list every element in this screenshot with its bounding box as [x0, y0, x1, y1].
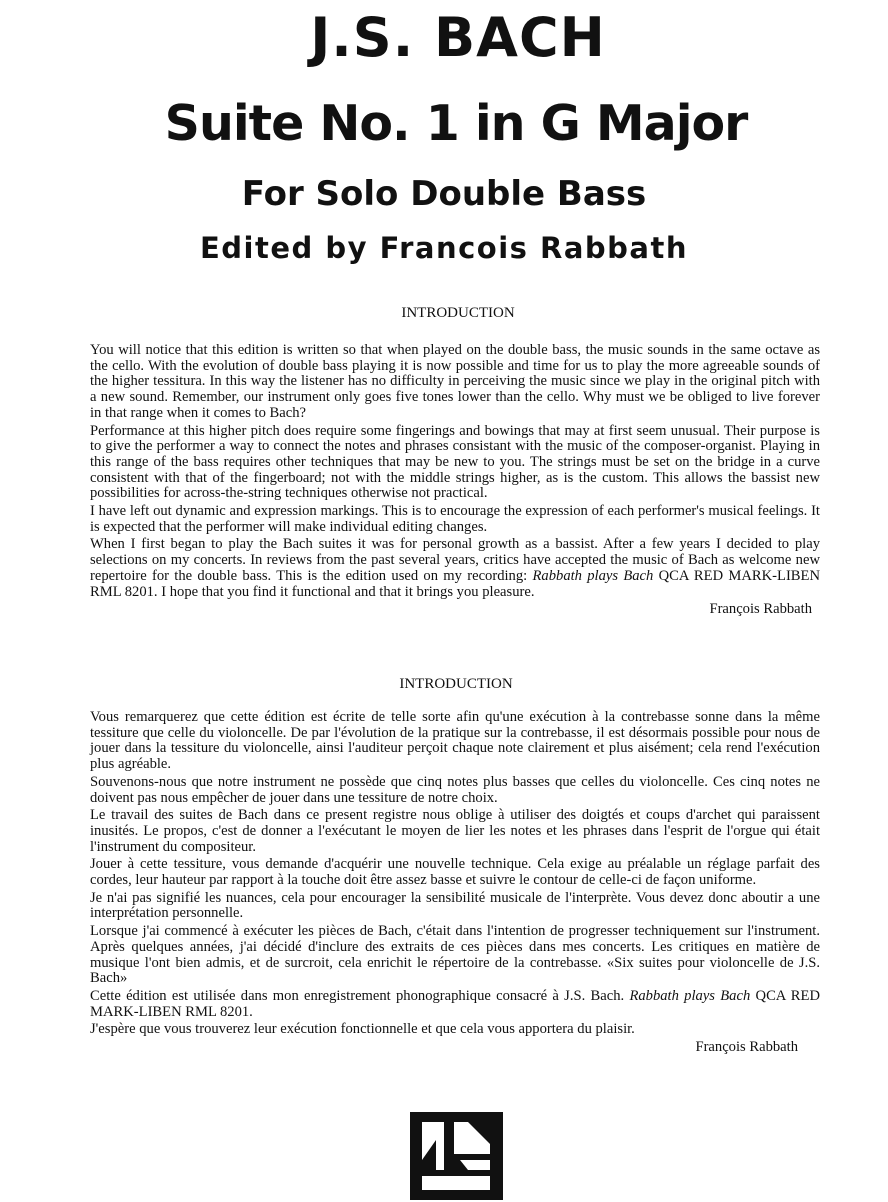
english-introduction-heading: INTRODUCTION: [401, 305, 515, 321]
composer-name: J.S. BACH: [310, 6, 606, 69]
french-paragraph-7: [90, 989, 820, 1020]
english-paragraph-4-text: When I first began to play the Bach suites it was for personal growth as a bassist. After a few years I decided to play selections on my concerts. In reviews from the past several years, critics have accepted the music of Bach as welcome new repertoire for the double bass. This is the edition used on my recording:: [90, 536, 820, 584]
french-paragraph-6: Lorsque j'ai commencé à exécuter les pièces de Bach, c'était dans l'intention de progresser techniquement sur l'instrument. Après quelques années, j'ai décidé d'inclure des extraits de ces pièces dans mes concerts. Les critiques en matière de musique l'ont bien admis, et de surcroit, cela enrichit le répertoire de la contrebasse. «Six suites pour violoncelle de J.S. Bach»: [90, 923, 820, 987]
english-paragraph-4: [90, 537, 820, 600]
english-signature: François Rabbath: [709, 601, 812, 618]
french-paragraph-3: Le travail des suites de Bach dans ce present registre nous oblige à utiliser des doigtés et coups d'archet qui paraissent inusités. Le propos, c'est de donner a l'exécutant le moyen de lier les notes et les phrases dans l'esprit de l'orgue qui était l'instrument du compositeur.: [90, 807, 820, 855]
french-paragraph-1: Vous remarquerez que cette édition est écrite de telle sorte afin qu'une exécution à la contrebasse sonne dans la même tessiture que celle du violoncelle. De par l'évolution de la pratique sur la contrebasse, il est désormais possible pour nous de jouer dans la tessiture du violoncelle, ainsi l'auditeur perçoit chaque note clairement et plus aisément; cela rend l'exécution plus agréable.: [90, 709, 820, 773]
english-paragraph-3: I have left out dynamic and expression markings. This is to encourage the expression of each performer's musical feelings. It is expected that the performer will make individual editing changes.: [90, 503, 820, 535]
french-introduction: [90, 710, 820, 1056]
album-title: Rabbath plays Bach: [532, 567, 654, 584]
english-paragraph-4-end: QCA RED MARK-LIBEN RML 8201. I hope that you find it functional and that it brings you pleasure.: [90, 567, 820, 600]
french-paragraph-7-text: Cette édition est utilisée dans mon enregistrement phonographique consacré à J.S. Bach.: [90, 987, 625, 1004]
french-signature: François Rabbath: [695, 1039, 798, 1056]
french-paragraph-2: Souvenons-nous que notre instrument ne possède que cinq notes plus basses que celles du violoncelle. Ces cinq notes ne doivent pas nous empêcher de jouer dans une tessiture de notre choix.: [90, 773, 820, 806]
instrument-subtitle: For Solo Double Bass: [241, 174, 647, 214]
french-paragraph-8: J'espère que vous trouverez leur exécution fonctionnelle et que cela vous apportera du plaisir.: [90, 1021, 635, 1038]
work-title: Suite No. 1 in G Major: [164, 95, 748, 152]
french-paragraph-7-end: QCA RED MARK-LIBEN RML 8201.: [90, 987, 820, 1020]
english-paragraph-1: You will notice that this edition is written so that when played on the double bass, the music sounds in the same octave as the cello. With the evolution of double bass playing it is now possible and time for us to play the more agreeable sounds of the higher tessitura. In this way the listener has no difficulty in perceiving the music since we play in the original pitch with a new sound. Remember, our instrument only goes five tones lower than the cello. Why must we be obliged to live forever in that range when it comes to Bach?: [90, 342, 820, 421]
french-paragraph-5: Je n'ai pas signifié les nuances, cela pour encourager la sensibilité musicale de l'interprète. Vous devez donc aboutir a une interprétation personnelle.: [90, 889, 820, 922]
album-title-fr: Rabbath plays Bach: [629, 987, 751, 1004]
english-paragraph-2: Performance at this higher pitch does require some fingerings and bowings that may at first seem unusual. Their purpose is to give the performer a way to connect the notes and phrases consistant with the music of the composer-organist. Playing in this range of the bass requires other techniques that may be new to you. The strings must be set on the bridge in a curve consistent with that of the fingerboard; not with the middle strings higher, as is the custom. This allows the bassist new possibilities for across-the-string techniques otherwise not practical.: [90, 422, 820, 502]
english-introduction: [90, 343, 820, 618]
publisher-logo-icon: [410, 1112, 503, 1200]
editor-credit: Edited by Francois Rabbath: [199, 231, 689, 265]
french-introduction-heading: INTRODUCTION: [399, 676, 513, 692]
french-paragraph-4: Jouer à cette tessiture, vous demande d'acquérir une nouvelle technique. Cela exige au préalable un réglage parfait des cordes, leur hauteur par rapport à la touche doit être assez basse et suivre le contour de celle-ci de façon uniforme.: [90, 856, 820, 889]
